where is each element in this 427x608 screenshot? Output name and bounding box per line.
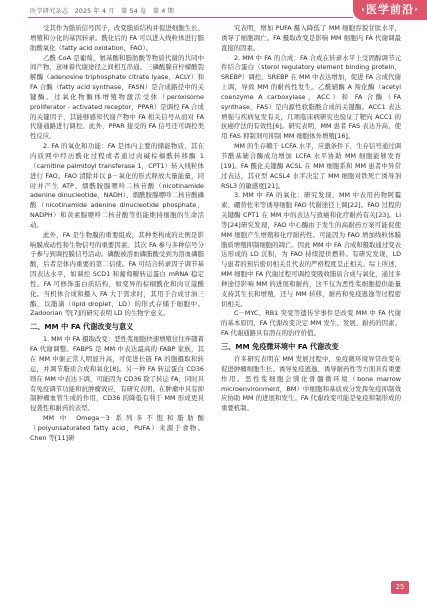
journal-info: 医学研究杂志 2025 年 4 月 第 54 卷 第 4 期 bbox=[30, 8, 175, 15]
body-paragraph: 1. MM 中 FA 摄取改变：恶性浆细胞快速增殖往往伴随着 FA 代谢调整。FABP5 是 MM 中表达最高的 FABP 家族，其在 MM 中躯正常人明显升高，可促进长链 FA 的胞摄取和转运，并调节脂质合成和氧化[8]。另一种 FA 转运蛋白 CD36 则在 MM 中表达下调，可能因为 CD36 除了转运 FA，同时具有免疫调节功能和抗肿瘤效应，有研究表明，在肿瘤中具有抑制肿瘤血管生成的作用，CD36 的降低有利于 MM 形成更具侵袭性和耐药的表型。 bbox=[30, 335, 204, 413]
page-header bbox=[0, 0, 427, 22]
body-paragraph: 受其作为脂质信号因子，改变脂质结构并促进细胞生长、增殖和分化的基因转录。酰化后的 FA 可以进入线粒体进行脂肪酸氧化（fatty acid oxidation，FAO）。 bbox=[30, 24, 204, 52]
body-paragraph: 2. MM 中 FA 的合成：FA 合成在转录水平上受固醇调节元件结合蛋白（sterol regulatory element binding protein，SREBP）调控。SREBP 在 MM 中表达增加，促进 FA 合成代谢上调，导致 MM 的耐药性发生。乙酰辅酶 A 羧化酶（acetyl coenzyme A carboxylase，ACC）和 FA 合酶（FA synthase，FAS）是内源性软脂酸合成的关键酶。ACC1 表达增强与疾病复发有关，几项临床病研究也验证了靶向 ACC1 的抗癌疗法的有效性[6]。研究表明，MM 患者 FAS 表达升高，使用 FAS 抑制剂可抑制 MM 细胞体外增殖[16]。 bbox=[221, 53, 401, 141]
body-paragraph: 2. FA 的氧化和功能：FA 是体内主要的储能物质，其在内质网中经历酰化过程或者通过肉碱棕榈酰转移酶 1（carnitine palmitoyl transferase 1，CPT1）转入线粒体进行 FAO。FAO 清除并以 β－氧化的形式释放大量能量，同时并产生 ATP、烟酰胺腺嘌呤二核苷酸（nicotinamide adenine dinucleotide，NADH）、烟酰胺腺嘌呤二核苷酸磷酸（nicotinamide adenine dinucleotide phosphate，NADPH）和黄素腺嘌呤二核苷酸等供能维持细胞的生命活动。 bbox=[30, 142, 204, 229]
header-rule bbox=[28, 17, 353, 18]
body-paragraph: 此外，FA 是生物膜的重要组成，其种类构成的比例是影响膜成动性和生物信号的重要因素。其次 FA 参与多种信号分子参与到调控膜信号活动。磷酸被溶血磷脂酸受到为溶血磷脂酸，后者是体内重要的第二信使。FA 可结合转录因子调节基因表达水平，如调控 SCD1 和葡萄糖转运蛋白 mRNA 稳定性。FA 可修饰蛋白质结构，如变异的棕榈酰化和肉豆蔻酰化。当机体合成和摄入 FA 大于需求时，其用于合成甘油三酯，以脂滴（lipid droplet，LD）的形式存储于细胞中。Zadoorian 等[7]的研究表明 LD 的生物学意义。 bbox=[30, 230, 204, 318]
section-badge: ·医学前沿· bbox=[353, 0, 427, 20]
body-paragraph: MM 的生存赖于 LCFA 水平，应激条件下，生存信号通过调节酰基辅合酶成功增加 LCFA 水平协助 MM 细胞能够发育[19]。FA 酰化关键酶 ACSL 在 MM 细胞系和 MM 患者中异常过表达，其亚型 ACSL4 水平决定了 MM 细胞对铁死亡诱导剂 RSL3 的敏感度[21]。 bbox=[221, 142, 401, 190]
body-paragraph: 乙酰 CoA 是葡萄、氨基酸和脂肪酸等物质代谢的共同中间产物，意味着代谢途径之间相互串通。三磷酸腺苷柠檬酸裂解酶（adenosine triphosphate citrate lyase，ACLY）和 FA 合酶（fatty acid synthase，FASN）是合成路径中的关键酶。过氧化物酶体增殖物激活受体（peroxisome proliferator - activated receptor，PPAR）是调控 FA 合成的关键因子，其能够感知代谢产物中 FA 相关信号从而对 FA 代谢通路进行调控。此外，PPAR 接受的 FA 信号还可调控类性反应。 bbox=[30, 53, 204, 141]
left-column bbox=[30, 24, 204, 444]
section-heading: 二、MM 中 FA 代谢改变与意义 bbox=[30, 322, 134, 332]
body-paragraph: 许多研究表明在 MM 发展过程中，免疫微环境异常改变在促进肿瘤细胞生长、诱导免疫逃逸、诱导耐药性等方面具有重要作用。恶性浆细胞会驯化骨髓微环境（bone marrow microenvironment，BM）中细胞和基质成分发挥免疫抑制效应协助 MM 的进展和发生。FA 代谢改变可能是免疫抑制形成的重要机制。 bbox=[221, 355, 401, 413]
right-column bbox=[221, 24, 401, 414]
body-paragraph: 究表明，增加 PUFA 摄入降低了 MM 细胞容貌甘肽水平，诱导了细胞凋亡。FA 摄取改变是影响 MM 细胞内 FA 代谢调最直接的因素。 bbox=[221, 24, 401, 52]
page-number: 25 bbox=[391, 581, 409, 594]
body-paragraph: 3. MM 中 FA 的氧化：研究发现，MM 中表用药物阿霉素、硼替佐米等诱导细胞 FAO 代谢途径上调[22]。FAO 过程的关键酶 CPT1 在 MM 中的表达与致癌和化疗耐药有关[23]。Li 等[24]研究发现，FAO 中心酶由于发生的高耐药方案可能促使 MM 细胞产生增殖和化疗耐药性。可能因为 FAO 增加线粒体膜脂质增殖抑制细胞的凋亡。因此 MM 中 FA 合成和摄取通过变表达形成的 LD 沉积，为 FAO 持续提供燃料。有研究发现，LD 与患者的预后密切相关且代表的严格程度呈正相关。综上所述，MM 细胞中 FA 代谢过程可调控变吸收脂质合成与氧化，通过多种途径影响 MM 的进展和耐药，这不仅为恶性浆细胞提供能量支持其生长和增殖，还与 MM 转移、耐药和免疫逃逸等过程密切相关。 bbox=[221, 191, 401, 308]
body-paragraph: MM 中 Omega－3 系列多不饱和脂肪酸（polyunsaturated fatty acid，PUFA）来源于食物。Chen 等[11]研 bbox=[30, 414, 204, 442]
body-paragraph: C－MYC、RB1 突变等遗传学事件是改变 MM 中 FA 代谢的基本原因，FA 代谢改变决定 MM 发生、发展、耐药的因素。FA 代谢通路具有潜在的治疗价值。 bbox=[221, 309, 401, 338]
section-heading: 三、MM 免疫微环境中 FA 代谢改变 bbox=[221, 342, 339, 351]
